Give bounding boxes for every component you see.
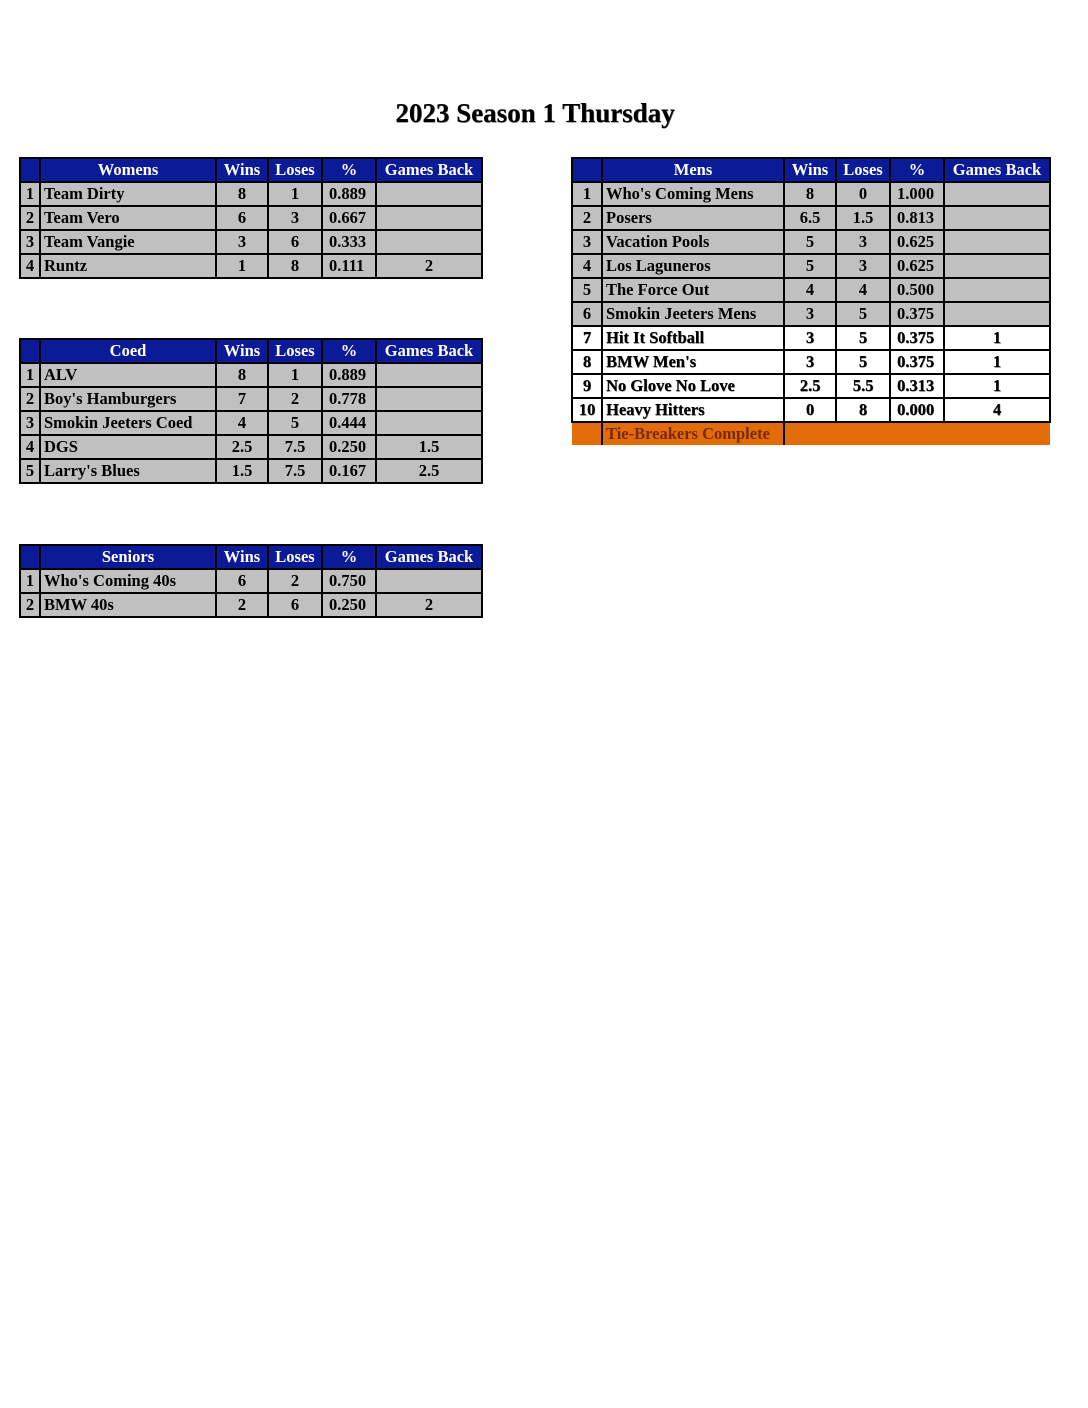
rank-cell: 2 xyxy=(20,387,40,411)
rank-cell: 3 xyxy=(572,230,602,254)
coed-standings-table xyxy=(19,338,483,484)
loses-cell: 2 xyxy=(268,569,322,593)
games-back-cell: 4 xyxy=(944,398,1050,422)
table-header-row xyxy=(20,545,482,569)
tie-breaker-note-row xyxy=(572,422,1050,445)
rank-cell: 3 xyxy=(20,230,40,254)
table-header-row xyxy=(20,339,482,363)
division-header: Coed xyxy=(40,339,216,363)
games-back-cell: 2 xyxy=(376,254,482,278)
rank-header xyxy=(20,158,40,182)
table-header-row xyxy=(20,158,482,182)
games-back-header: Games Back xyxy=(376,545,482,569)
team-name-cell: Team Vero xyxy=(40,206,216,230)
loses-cell: 1 xyxy=(268,182,322,206)
table-row xyxy=(20,206,482,230)
table-row xyxy=(572,182,1050,206)
table-row xyxy=(20,593,482,617)
games-back-header: Games Back xyxy=(376,339,482,363)
rank-cell: 2 xyxy=(572,206,602,230)
loses-cell: 3 xyxy=(836,254,890,278)
table-row xyxy=(20,182,482,206)
team-name-cell: DGS xyxy=(40,435,216,459)
games-back-cell xyxy=(376,569,482,593)
table-row xyxy=(572,278,1050,302)
team-name-cell: The Force Out xyxy=(602,278,784,302)
games-back-cell xyxy=(944,206,1050,230)
games-back-cell xyxy=(376,182,482,206)
loses-header: Loses xyxy=(268,545,322,569)
games-back-cell: 1.5 xyxy=(376,435,482,459)
wins-cell: 0 xyxy=(784,398,836,422)
rank-cell: 1 xyxy=(20,182,40,206)
rank-header xyxy=(20,545,40,569)
rank-cell: 10 xyxy=(572,398,602,422)
pct-cell: 0.375 xyxy=(890,302,944,326)
note-spacer xyxy=(572,422,602,445)
wins-cell: 2.5 xyxy=(216,435,268,459)
mens-standings-table xyxy=(571,157,1051,445)
pct-cell: 0.111 xyxy=(322,254,376,278)
games-back-header: Games Back xyxy=(376,158,482,182)
rank-header xyxy=(20,339,40,363)
rank-header xyxy=(572,158,602,182)
table-row xyxy=(20,230,482,254)
wins-cell: 3 xyxy=(216,230,268,254)
rank-cell: 4 xyxy=(20,435,40,459)
wins-cell: 2 xyxy=(216,593,268,617)
games-back-cell xyxy=(376,387,482,411)
games-back-cell xyxy=(944,302,1050,326)
pct-header: % xyxy=(322,158,376,182)
table-row xyxy=(20,411,482,435)
loses-cell: 5 xyxy=(268,411,322,435)
team-name-cell: Who's Coming Mens xyxy=(602,182,784,206)
loses-cell: 5.5 xyxy=(836,374,890,398)
rank-cell: 4 xyxy=(20,254,40,278)
team-name-cell: Team Vangie xyxy=(40,230,216,254)
page-title: 2023 Season 1 Thursday xyxy=(395,98,675,128)
wins-cell: 4 xyxy=(784,278,836,302)
games-back-cell: 2.5 xyxy=(376,459,482,483)
loses-header: Loses xyxy=(836,158,890,182)
wins-cell: 3 xyxy=(784,302,836,326)
team-name-cell: Hit It Softball xyxy=(602,326,784,350)
table-row xyxy=(572,350,1050,374)
rank-cell: 6 xyxy=(572,302,602,326)
pct-cell: 0.000 xyxy=(890,398,944,422)
rank-cell: 1 xyxy=(572,182,602,206)
table-row xyxy=(572,374,1050,398)
rank-cell: 4 xyxy=(572,254,602,278)
table-row xyxy=(20,459,482,483)
wins-header: Wins xyxy=(216,158,268,182)
note-filler xyxy=(784,422,1050,445)
pct-cell: 0.375 xyxy=(890,350,944,374)
games-back-cell xyxy=(376,411,482,435)
wins-cell: 6.5 xyxy=(784,206,836,230)
rank-cell: 3 xyxy=(20,411,40,435)
loses-cell: 8 xyxy=(836,398,890,422)
pct-cell: 1.000 xyxy=(890,182,944,206)
games-back-cell: 2 xyxy=(376,593,482,617)
pct-cell: 0.444 xyxy=(322,411,376,435)
table-row xyxy=(20,363,482,387)
team-name-cell: Vacation Pools xyxy=(602,230,784,254)
games-back-cell xyxy=(944,278,1050,302)
wins-cell: 6 xyxy=(216,206,268,230)
pct-header: % xyxy=(322,339,376,363)
loses-header: Loses xyxy=(268,339,322,363)
table-row xyxy=(572,254,1050,278)
pct-cell: 0.250 xyxy=(322,435,376,459)
pct-cell: 0.500 xyxy=(890,278,944,302)
loses-cell: 1.5 xyxy=(836,206,890,230)
table-header-row xyxy=(572,158,1050,182)
games-back-cell xyxy=(944,230,1050,254)
team-name-cell: Runtz xyxy=(40,254,216,278)
pct-cell: 0.167 xyxy=(322,459,376,483)
pct-cell: 0.625 xyxy=(890,254,944,278)
seniors-standings-table xyxy=(19,544,483,618)
division-header: Mens xyxy=(602,158,784,182)
rank-cell: 5 xyxy=(20,459,40,483)
wins-cell: 1.5 xyxy=(216,459,268,483)
games-back-cell xyxy=(376,230,482,254)
division-header: Seniors xyxy=(40,545,216,569)
pct-cell: 0.375 xyxy=(890,326,944,350)
loses-cell: 1 xyxy=(268,363,322,387)
pct-header: % xyxy=(322,545,376,569)
wins-cell: 8 xyxy=(216,182,268,206)
table-row xyxy=(572,398,1050,422)
loses-cell: 6 xyxy=(268,593,322,617)
loses-cell: 3 xyxy=(268,206,322,230)
loses-cell: 7.5 xyxy=(268,459,322,483)
games-back-cell: 1 xyxy=(944,350,1050,374)
pct-header: % xyxy=(890,158,944,182)
team-name-cell: Posers xyxy=(602,206,784,230)
table-row xyxy=(572,206,1050,230)
table-row xyxy=(20,254,482,278)
pct-cell: 0.625 xyxy=(890,230,944,254)
rank-cell: 1 xyxy=(20,363,40,387)
wins-cell: 4 xyxy=(216,411,268,435)
womens-standings-table xyxy=(19,157,483,279)
wins-cell: 3 xyxy=(784,326,836,350)
tie-breaker-note: Tie-Breakers Complete xyxy=(602,422,784,445)
games-back-cell: 1 xyxy=(944,374,1050,398)
wins-cell: 8 xyxy=(216,363,268,387)
games-back-cell xyxy=(944,254,1050,278)
loses-cell: 4 xyxy=(836,278,890,302)
wins-cell: 1 xyxy=(216,254,268,278)
rank-cell: 5 xyxy=(572,278,602,302)
rank-cell: 9 xyxy=(572,374,602,398)
table-row xyxy=(572,230,1050,254)
wins-cell: 6 xyxy=(216,569,268,593)
pct-cell: 0.333 xyxy=(322,230,376,254)
team-name-cell: Smokin Jeeters Coed xyxy=(40,411,216,435)
loses-cell: 0 xyxy=(836,182,890,206)
team-name-cell: Boy's Hamburgers xyxy=(40,387,216,411)
games-back-cell xyxy=(376,363,482,387)
team-name-cell: Los Laguneros xyxy=(602,254,784,278)
team-name-cell: BMW 40s xyxy=(40,593,216,617)
wins-cell: 2.5 xyxy=(784,374,836,398)
table-row xyxy=(572,302,1050,326)
loses-cell: 3 xyxy=(836,230,890,254)
rank-cell: 7 xyxy=(572,326,602,350)
division-header: Womens xyxy=(40,158,216,182)
loses-cell: 6 xyxy=(268,230,322,254)
pct-cell: 0.889 xyxy=(322,363,376,387)
games-back-cell: 1 xyxy=(944,326,1050,350)
table-row xyxy=(572,326,1050,350)
wins-cell: 3 xyxy=(784,350,836,374)
team-name-cell: No Glove No Love xyxy=(602,374,784,398)
wins-cell: 5 xyxy=(784,254,836,278)
team-name-cell: BMW Men's xyxy=(602,350,784,374)
table-row xyxy=(20,435,482,459)
pct-cell: 0.250 xyxy=(322,593,376,617)
loses-cell: 7.5 xyxy=(268,435,322,459)
rank-cell: 1 xyxy=(20,569,40,593)
loses-cell: 2 xyxy=(268,387,322,411)
team-name-cell: Who's Coming 40s xyxy=(40,569,216,593)
loses-cell: 5 xyxy=(836,350,890,374)
loses-cell: 8 xyxy=(268,254,322,278)
pct-cell: 0.889 xyxy=(322,182,376,206)
wins-cell: 7 xyxy=(216,387,268,411)
pct-cell: 0.778 xyxy=(322,387,376,411)
loses-header: Loses xyxy=(268,158,322,182)
wins-cell: 5 xyxy=(784,230,836,254)
team-name-cell: Team Dirty xyxy=(40,182,216,206)
games-back-header: Games Back xyxy=(944,158,1050,182)
table-row xyxy=(20,387,482,411)
wins-header: Wins xyxy=(784,158,836,182)
wins-header: Wins xyxy=(216,545,268,569)
rank-cell: 8 xyxy=(572,350,602,374)
wins-cell: 8 xyxy=(784,182,836,206)
pct-cell: 0.750 xyxy=(322,569,376,593)
wins-header: Wins xyxy=(216,339,268,363)
pct-cell: 0.313 xyxy=(890,374,944,398)
rank-cell: 2 xyxy=(20,206,40,230)
loses-cell: 5 xyxy=(836,302,890,326)
team-name-cell: ALV xyxy=(40,363,216,387)
rank-cell: 2 xyxy=(20,593,40,617)
pct-cell: 0.813 xyxy=(890,206,944,230)
games-back-cell xyxy=(944,182,1050,206)
table-row xyxy=(20,569,482,593)
team-name-cell: Heavy Hitters xyxy=(602,398,784,422)
pct-cell: 0.667 xyxy=(322,206,376,230)
loses-cell: 5 xyxy=(836,326,890,350)
team-name-cell: Larry's Blues xyxy=(40,459,216,483)
team-name-cell: Smokin Jeeters Mens xyxy=(602,302,784,326)
games-back-cell xyxy=(376,206,482,230)
